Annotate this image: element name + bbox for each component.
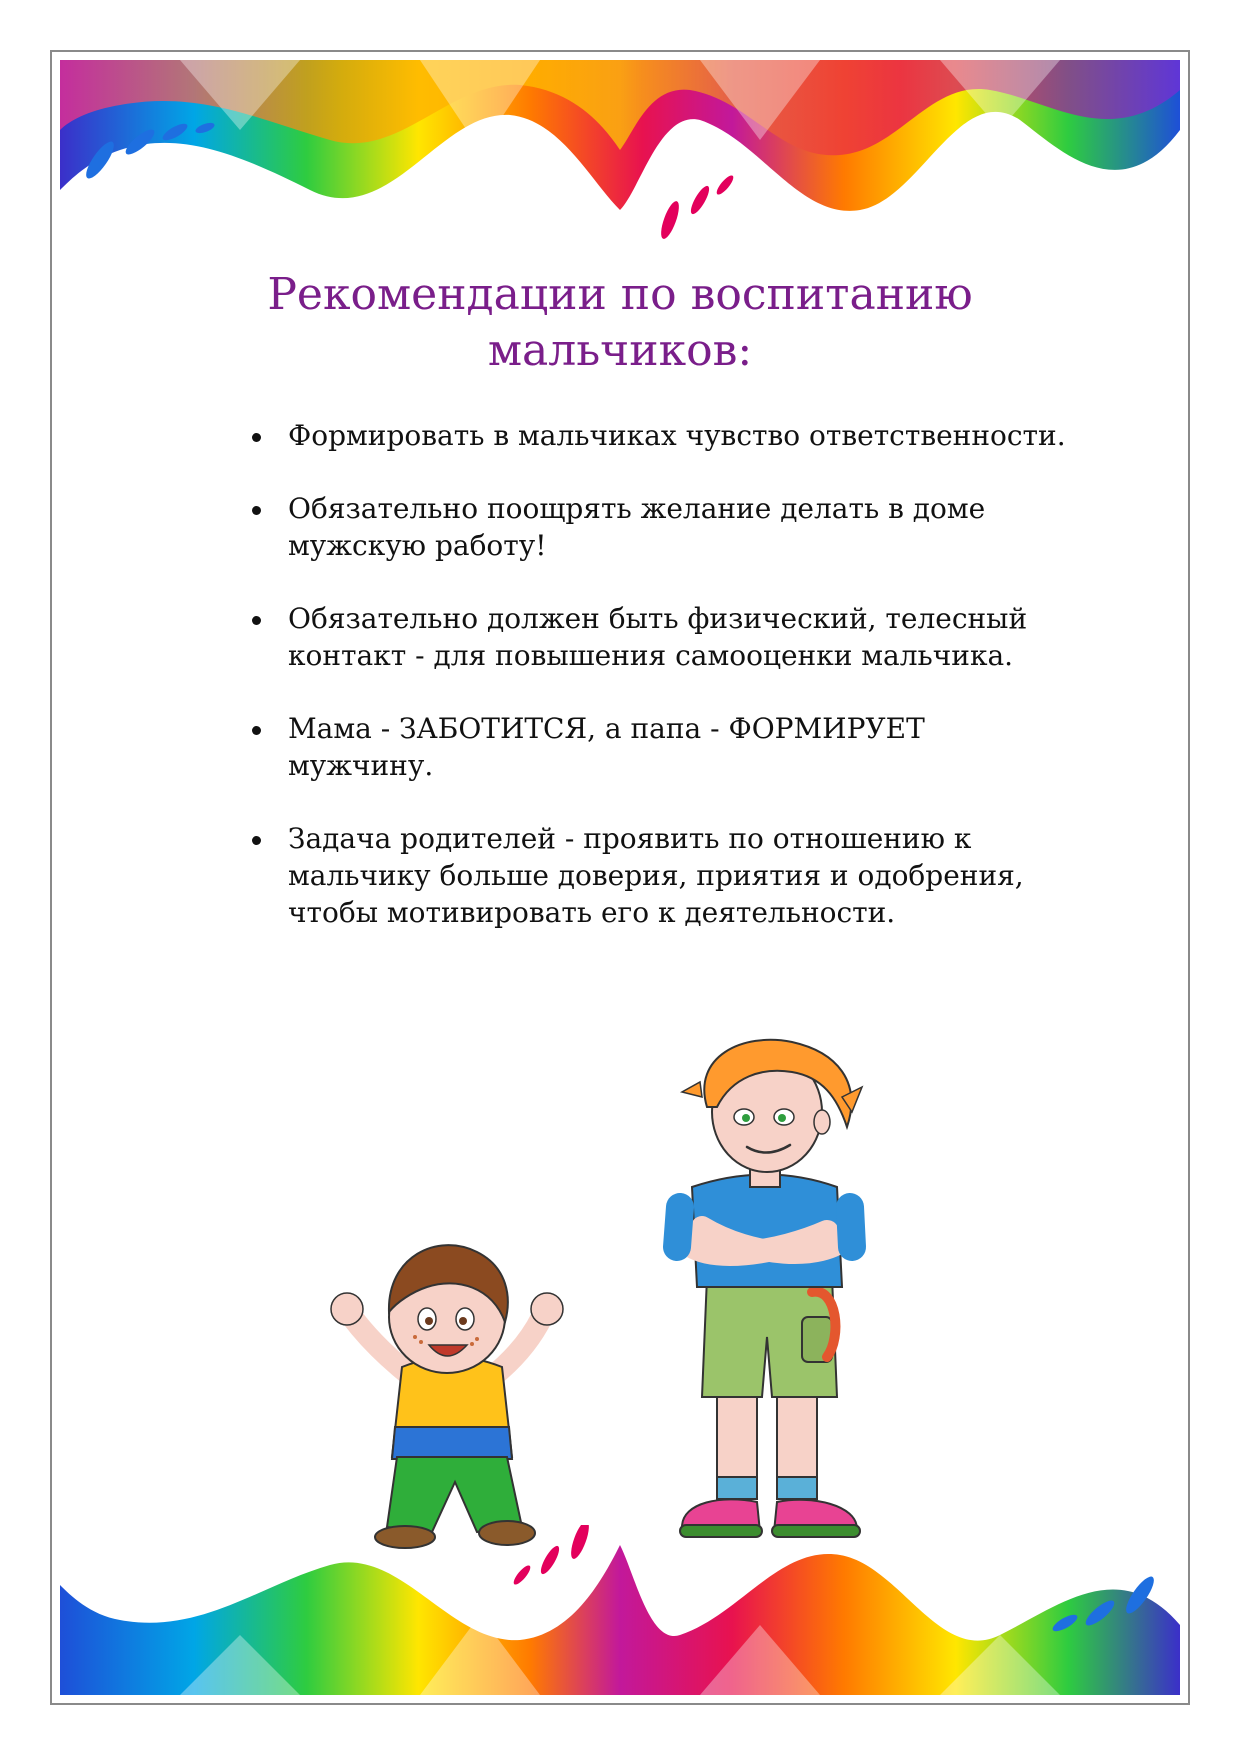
title-line-2: мальчиков: (487, 325, 753, 376)
list-item: Обязательно должен быть физический, телесный контакт - для повышения самооценки мальчика. (252, 600, 1072, 674)
page-title (52, 267, 1188, 379)
top-rainbow-border (60, 60, 1180, 250)
tall-boy-illustration (662, 1037, 902, 1567)
list-item: Обязательно поощрять желание делать в доме мужскую работу! (252, 490, 1072, 564)
recommendations-list (252, 417, 1072, 967)
page-frame (50, 50, 1190, 1705)
bottom-rainbow-border (60, 1525, 1180, 1695)
list-item: Формировать в мальчиках чувство ответственности. (252, 417, 1072, 454)
small-boy-illustration (317, 1227, 577, 1557)
title-line-1: Рекомендации по воспитанию (267, 269, 973, 320)
list-item: Мама - ЗАБОТИТСЯ, а папа - ФОРМИРУЕТ мужчину. (252, 710, 1072, 784)
list-item: Задача родителей - проявить по отношению к мальчику больше доверия, приятия и одобрения, чтобы мотивировать его к деятельности. (252, 820, 1072, 931)
